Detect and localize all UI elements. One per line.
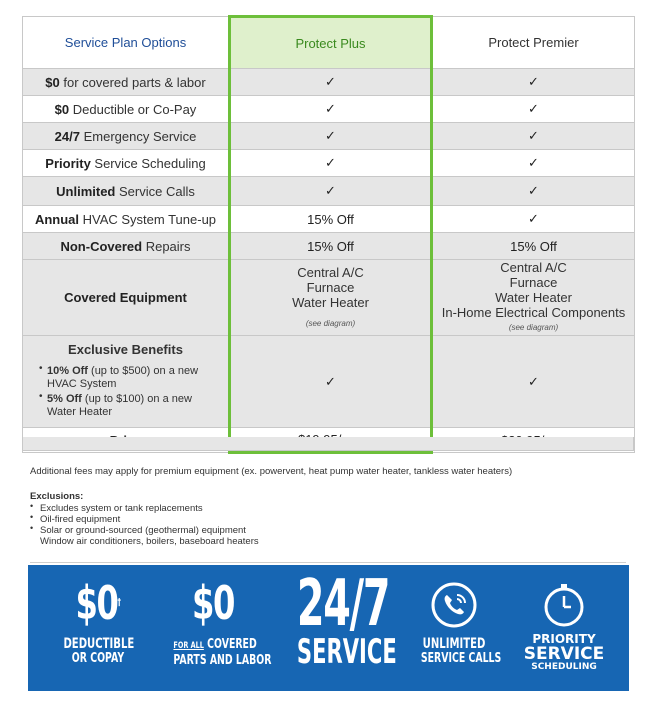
equipment-plus bbox=[230, 260, 432, 336]
check-icon: ✓ bbox=[230, 336, 432, 428]
header-service-plan-options: Service Plan Options bbox=[23, 17, 230, 69]
check-icon: ✓ bbox=[432, 123, 635, 150]
exclusion-item: • Oil-fired equipment bbox=[30, 514, 630, 525]
equipment-premier-item: Water Heater bbox=[495, 290, 572, 305]
table-row-benefits bbox=[23, 336, 635, 428]
divider bbox=[30, 562, 626, 563]
equipment-plus-item: Water Heater bbox=[292, 294, 369, 310]
equipment-premier-item: Central A/C bbox=[500, 260, 567, 275]
banner-service-label: SERVICE bbox=[523, 644, 605, 664]
banner-covered-label: COVERED bbox=[207, 637, 257, 652]
exclusion-item: Window air conditioners, boilers, baseboard heaters bbox=[40, 536, 259, 547]
benefits-banner bbox=[28, 565, 629, 691]
banner-zero-dollar: $0 bbox=[191, 576, 234, 630]
check-icon: ✓ bbox=[230, 177, 432, 206]
check-icon: ✓ bbox=[432, 206, 635, 233]
banner-24-7-text: 24/7 bbox=[296, 567, 390, 641]
banner-deductible-label: DEDUCTIBLE bbox=[63, 636, 135, 652]
banner-parts-label: PARTS AND LABOR bbox=[173, 653, 272, 668]
exclusions-list bbox=[30, 503, 630, 547]
check-icon: ✓ bbox=[432, 96, 635, 123]
equipment-plus-item: Central A/C bbox=[297, 264, 364, 280]
exclusion-item: • Excludes system or tank replacements bbox=[30, 503, 630, 514]
clock-icon bbox=[540, 581, 588, 629]
row-label: $0 Deductible or Co-Pay bbox=[23, 96, 230, 123]
check-icon: ✓ bbox=[432, 150, 635, 177]
banner-priority-label: PRIORITY bbox=[532, 632, 596, 646]
banner-service-text: SERVICE bbox=[296, 632, 397, 672]
row-label: $0 for covered parts & labor bbox=[23, 69, 230, 96]
equipment-label: Covered Equipment bbox=[64, 290, 187, 305]
table-row bbox=[23, 177, 635, 206]
table-footer-bar bbox=[22, 437, 634, 451]
equipment-premier-item: Furnace bbox=[509, 275, 558, 290]
check-icon: ✓ bbox=[230, 96, 432, 123]
table-row bbox=[23, 96, 635, 123]
row-label: Unlimited Service Calls bbox=[23, 177, 230, 206]
banner-for-all-label: FOR ALL bbox=[173, 641, 204, 651]
check-icon: ✓ bbox=[230, 69, 432, 96]
row-label: Priority Service Scheduling bbox=[23, 150, 230, 177]
check-icon: ✓ bbox=[230, 123, 432, 150]
row-plus-value: 15% Off bbox=[230, 233, 432, 260]
row-label: Annual HVAC System Tune-up bbox=[23, 206, 230, 233]
equipment-plus-item: Furnace bbox=[306, 279, 355, 295]
row-label: 24/7 Emergency Service bbox=[23, 123, 230, 150]
banner-deductible bbox=[50, 565, 146, 691]
table-row bbox=[23, 150, 635, 177]
see-diagram-note: (see diagram) bbox=[508, 323, 559, 332]
check-icon: ✓ bbox=[432, 336, 635, 428]
header-protect-plus: Protect Plus bbox=[230, 17, 432, 69]
see-diagram-note: (see diagram) bbox=[305, 318, 356, 328]
equipment-premier-item: In-Home Electrical Components bbox=[441, 305, 626, 320]
notes-section bbox=[30, 466, 630, 547]
banner-unlimited bbox=[408, 565, 500, 691]
banner-unlimited-label: UNLIMITED bbox=[422, 636, 486, 652]
banner-scheduling-label: SCHEDULING bbox=[531, 662, 597, 672]
exclusion-item: • Solar or ground-sourced (geothermal) equipment bbox=[30, 525, 630, 536]
fees-note: Additional fees may apply for premium equipment (ex. powervent, heat pump water heater, tankless water heaters) bbox=[30, 466, 513, 477]
dagger-mark: † bbox=[117, 597, 121, 608]
benefits-cell bbox=[23, 336, 230, 428]
row-label: Non-Covered Repairs bbox=[23, 233, 230, 260]
benefit-item: • 5% Off (up to $100) on a new Water Heater bbox=[39, 393, 220, 419]
benefits-title: Exclusive Benefits bbox=[68, 342, 183, 357]
header-protect-premier: Protect Premier bbox=[432, 17, 635, 69]
check-icon: ✓ bbox=[432, 177, 635, 206]
equipment-premier bbox=[432, 260, 635, 336]
banner-parts-labor bbox=[158, 565, 272, 691]
benefit-item: • 10% Off (up to $500) on a new HVAC System bbox=[39, 365, 220, 391]
check-icon: ✓ bbox=[432, 69, 635, 96]
banner-24-7 bbox=[276, 565, 397, 691]
exclusions-title: Exclusions: bbox=[30, 491, 84, 502]
table-row bbox=[23, 206, 635, 233]
table-row bbox=[23, 123, 635, 150]
table-row-equipment bbox=[23, 260, 635, 336]
row-plus-value: 15% Off bbox=[230, 206, 432, 233]
table-row bbox=[23, 69, 635, 96]
service-plan-table bbox=[22, 15, 635, 454]
table-row bbox=[23, 233, 635, 260]
banner-zero-dollar: $0 bbox=[75, 576, 118, 630]
row-premier-value: 15% Off bbox=[432, 233, 635, 260]
banner-priority bbox=[518, 565, 610, 691]
banner-service-calls-label: SERVICE CALLS bbox=[420, 651, 502, 666]
banner-copay-label: OR COPAY bbox=[71, 651, 125, 666]
phone-icon bbox=[430, 581, 478, 629]
check-icon: ✓ bbox=[230, 150, 432, 177]
